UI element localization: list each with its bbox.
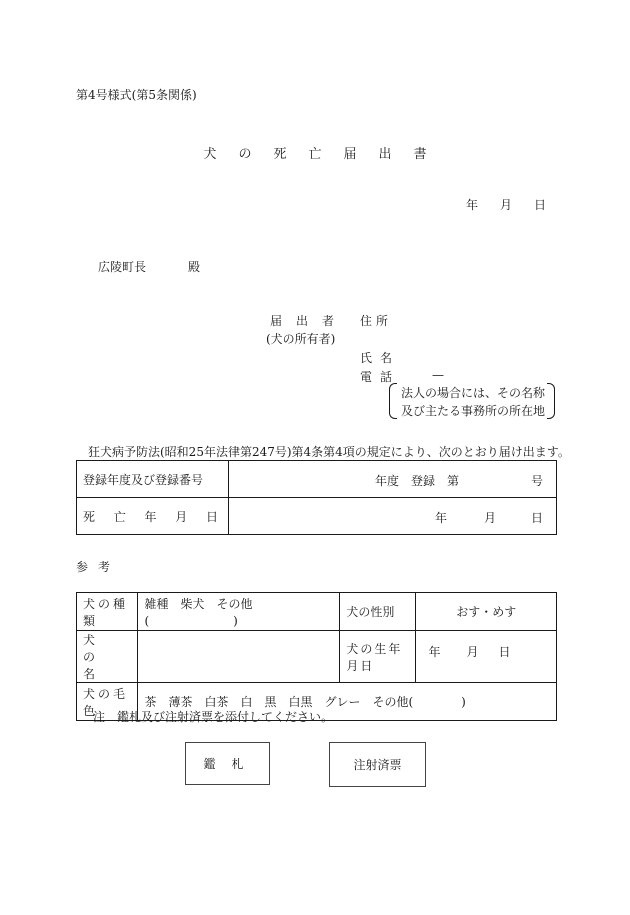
birth-date-field[interactable]: [416, 631, 557, 683]
reg-year-label: 年度: [375, 474, 400, 488]
birth-day: 日: [498, 645, 511, 659]
document-title: [0, 143, 630, 162]
title-char: 亡: [308, 147, 322, 162]
reference-heading: 参考: [76, 560, 121, 574]
date-year: 年: [466, 198, 479, 212]
notifier-char: 届: [269, 314, 282, 328]
registration-number-label: 登録年度及び登録番号: [77, 461, 229, 498]
death-date-field[interactable]: [229, 498, 557, 535]
dog-name-label: 犬の名: [77, 631, 138, 683]
title-char: の: [238, 147, 252, 162]
label-char: 月: [175, 509, 188, 524]
corporation-note: [389, 383, 555, 419]
corp-note-line: 法人の場合には、その名称: [401, 386, 546, 400]
address-label: 住所: [360, 314, 393, 328]
registration-table: [76, 460, 557, 535]
addressee-name: 広陵町長: [98, 260, 147, 274]
death-date-label: [77, 498, 229, 535]
notifier-char: 者: [321, 314, 334, 328]
coat-color-field[interactable]: 茶 薄茶 白茶 白 黒 白黒 グレー その他( ): [138, 683, 557, 721]
reg-no-label: 第: [447, 474, 460, 488]
death-day: 日: [531, 511, 544, 525]
coat-color-label: 犬の毛色: [77, 683, 138, 721]
birth-date-row: [340, 631, 416, 683]
table-row: [77, 631, 557, 683]
title-char: 犬: [203, 147, 217, 162]
addressee-honorific: 殿: [188, 260, 201, 274]
table-row: [77, 498, 557, 535]
owner-note: (犬の所有者): [266, 332, 336, 346]
death-month: 月: [484, 511, 497, 525]
registration-number-field[interactable]: [229, 461, 557, 498]
label-char: 日: [205, 509, 218, 524]
date-day: 日: [534, 198, 547, 212]
title-char: 届: [343, 147, 357, 162]
submission-date: [466, 196, 568, 213]
birth-year: 年: [428, 645, 441, 659]
law-statement: 狂犬病予防法(昭和25年法律第247号)第4条第4項の規定により、次のとおり届け出ます。: [88, 445, 570, 459]
table-row: [77, 593, 557, 631]
breed-field[interactable]: 雑種 柴犬 その他( ): [138, 593, 340, 631]
form-number: 第4号様式(第5条関係): [76, 88, 197, 102]
phone-label: 電話: [360, 370, 401, 384]
corp-note-line: 及び主たる事務所の所在地: [401, 404, 546, 418]
title-char: 出: [378, 147, 392, 162]
phone-dash: —: [432, 368, 444, 382]
reg-num-suffix: 号: [531, 474, 544, 488]
date-month: 月: [500, 198, 513, 212]
death-year: 年: [435, 511, 448, 525]
bracket-right: [547, 383, 555, 419]
birth-month: 月: [466, 645, 479, 659]
notifier-char: 出: [295, 314, 308, 328]
reg-label: 登録: [411, 474, 436, 488]
name-label: 氏名: [360, 351, 401, 365]
addressee: [98, 258, 200, 275]
dog-info-table: [76, 592, 557, 721]
sex-label: 犬の性別: [340, 593, 416, 631]
notifier-label: [266, 312, 344, 329]
bracket-left: [389, 383, 397, 419]
license-tag-box: 鑑札: [185, 742, 270, 785]
attachment-note: 注 鑑札及び注射済票を添付してください。: [93, 710, 334, 724]
label-char: 死: [83, 509, 96, 524]
dog-name-field[interactable]: [138, 631, 340, 683]
label-char: 年: [144, 509, 157, 524]
birth-date-label: 犬の生年月日: [346, 641, 403, 673]
breed-label: 犬の種類: [77, 593, 138, 631]
vaccination-tag-box: 注射済票: [329, 742, 426, 787]
table-row: [77, 461, 557, 498]
title-char: 書: [413, 147, 427, 162]
title-char: 死: [273, 147, 287, 162]
sex-field[interactable]: おす・めす: [416, 593, 557, 631]
label-char: 亡: [113, 509, 126, 524]
